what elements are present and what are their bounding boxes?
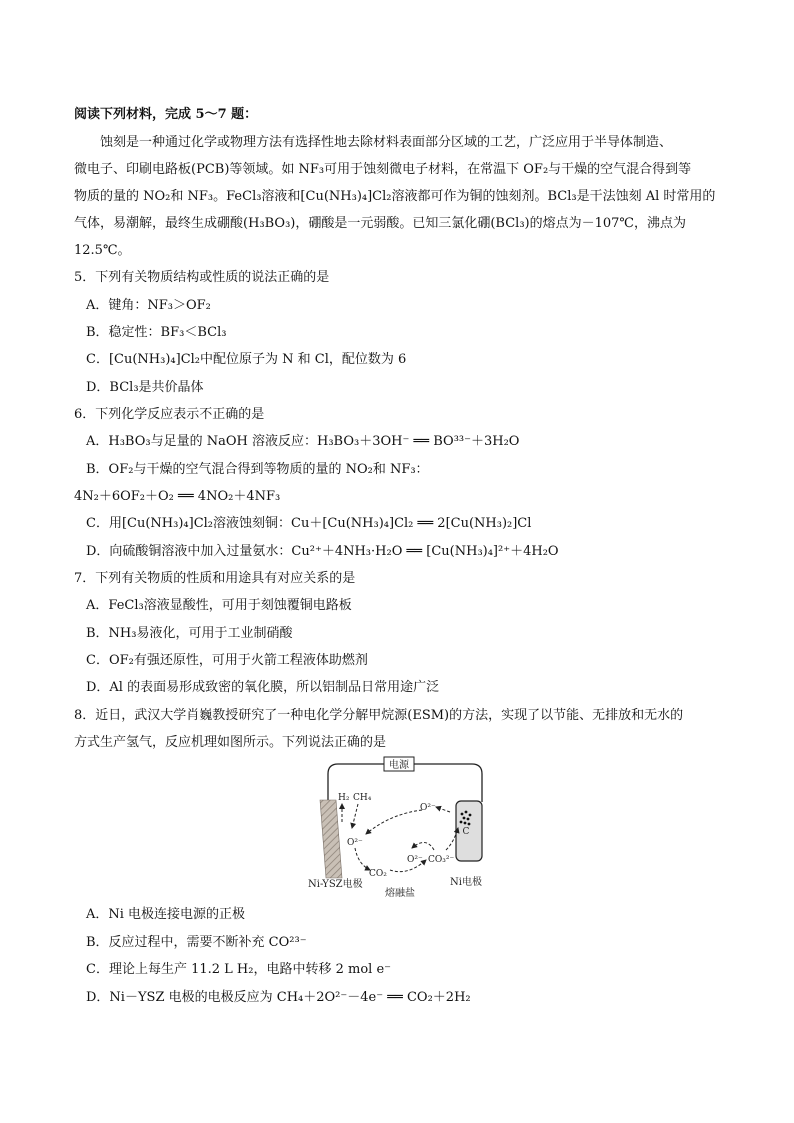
question-7-option-b: B．NH₃易液化，可用于工业制硝酸 bbox=[86, 626, 293, 641]
question-5-option-b: B．稳定性：BF₃＜BCl₃ bbox=[86, 325, 227, 340]
question-5-option-a: A．键角：NF₃＞OF₂ bbox=[86, 298, 211, 313]
passage-line-5: 12.5℃。 bbox=[74, 243, 131, 258]
question-8-option-c: C．理论上每生产 11.2 L H₂，电路中转移 2 mol e⁻ bbox=[86, 962, 392, 977]
question-6-option-d: D．向硫酸铜溶液中加入过量氨水：Cu²⁺＋4NH₃·H₂O ══ [Cu(NH₃)₄]²⁺＋4H₂O bbox=[86, 544, 559, 559]
question-5-option-d: D．BCl₃是共价晶体 bbox=[86, 380, 204, 395]
power-source-label: 电源 bbox=[389, 760, 409, 771]
o2-top-label: O²⁻ bbox=[420, 803, 436, 813]
passage-line-4: 气体，易潮解，最终生成硼酸(H₃BO₃)，硼酸是一元弱酸。已知三氯化硼(BCl₃)的熔点为－107℃，沸点为 bbox=[74, 216, 686, 231]
passage-line-2: 微电子、印刷电路板(PCB)等领域。如 NF₃可用于蚀刻微电子材料，在常温下 OF₂与干燥的空气混合得到等 bbox=[74, 162, 692, 177]
o2-left-label: O²⁻ bbox=[347, 838, 363, 848]
question-6-option-b-line-1: B．OF₂与干燥的空气混合得到等物质的量的 NO₂和 NF₃： bbox=[86, 462, 429, 477]
question-8-option-d: D．Ni－YSZ 电极的电极反应为 CH₄＋2O²⁻－4e⁻ ══ CO₂＋2H₂ bbox=[86, 990, 471, 1005]
ni-electrode-label: Ni电极 bbox=[450, 877, 482, 888]
question-6-stem: 6．下列化学反应表示不正确的是 bbox=[74, 407, 265, 422]
o2-flow-arrow bbox=[366, 810, 422, 834]
co2-label: CO₂ bbox=[369, 869, 387, 879]
electrolysis-diagram bbox=[300, 752, 510, 897]
question-8-option-a: A．Ni 电极连接电源的正极 bbox=[86, 907, 246, 922]
passage-line-3: 物质的量的 NO₂和 NF₃。FeCl₃溶液和[Cu(NH₃)₄]Cl₂溶液都可作为铜的蚀刻剂。BCl₃是干法蚀刻 Al 时常用的 bbox=[74, 189, 716, 204]
o2-bottom-label: O²⁻ bbox=[407, 855, 423, 865]
ni-ysz-electrode-label: Ni-YSZ电极 bbox=[308, 879, 363, 890]
question-8-stem-line-2: 方式生产氢气，反应机理如图所示。下列说法正确的是 bbox=[74, 735, 387, 750]
ch4-label: CH₄ bbox=[353, 793, 372, 803]
co3-label: CO₃²⁻ bbox=[428, 855, 455, 865]
o2-top-arrow bbox=[436, 807, 450, 812]
question-7-stem: 7．下列有关物质的性质和用途具有对应关系的是 bbox=[74, 571, 356, 586]
question-7-option-a: A．FeCl₃溶液显酸性，可用于刻蚀覆铜电路板 bbox=[86, 598, 352, 613]
section-heading: 阅读下列材料，完成 5～7 题： bbox=[74, 107, 258, 122]
question-5-stem: 5．下列有关物质结构或性质的说法正确的是 bbox=[74, 270, 330, 285]
co3-split-arrow bbox=[412, 842, 434, 850]
question-6-option-c: C．用[Cu(NH₃)₄]Cl₂溶液蚀刻铜：Cu＋[Cu(NH₃)₄]Cl₂ ══ 2[Cu(NH₃)₂]Cl bbox=[86, 516, 532, 531]
ch4-arrow bbox=[352, 804, 358, 828]
co2-arrow bbox=[355, 848, 370, 870]
question-7-option-d: D．Al 的表面易形成致密的氧化膜，所以铝制品日常用途广泛 bbox=[86, 680, 440, 695]
molten-salt-label: 熔融盐 bbox=[385, 888, 415, 897]
h2-label: H₂ bbox=[338, 793, 350, 803]
passage-line-1: 蚀刻是一种通过化学或物理方法有选择性地去除材料表面部分区域的工艺，广泛应用于半导体制造、 bbox=[100, 135, 673, 150]
question-6-option-b-line-2: 4N₂＋6OF₂＋O₂ ══ 4NO₂＋4NF₃ bbox=[74, 489, 281, 504]
question-8-option-b: B．反应过程中，需要不断补充 CO²³⁻ bbox=[86, 935, 307, 950]
ni-ysz-electrode bbox=[320, 800, 342, 878]
question-7-option-c: C．OF₂有强还原性，可用于火箭工程液体助燃剂 bbox=[86, 653, 368, 668]
question-8-stem-line-1: 8．近日，武汉大学肖巍教授研究了一种电化学分解甲烷源(ESM)的方法，实现了以节能、无排放和无水的 bbox=[74, 708, 684, 723]
question-5-option-c: C．[Cu(NH₃)₄]Cl₂中配位原子为 N 和 Cl，配位数为 6 bbox=[86, 352, 407, 367]
carbon-label: C bbox=[462, 827, 470, 837]
question-6-option-a: A．H₃BO₃与足量的 NaOH 溶液反应：H₃BO₃＋3OH⁻ ══ BO³³⁻＋3H₂O bbox=[86, 434, 520, 449]
